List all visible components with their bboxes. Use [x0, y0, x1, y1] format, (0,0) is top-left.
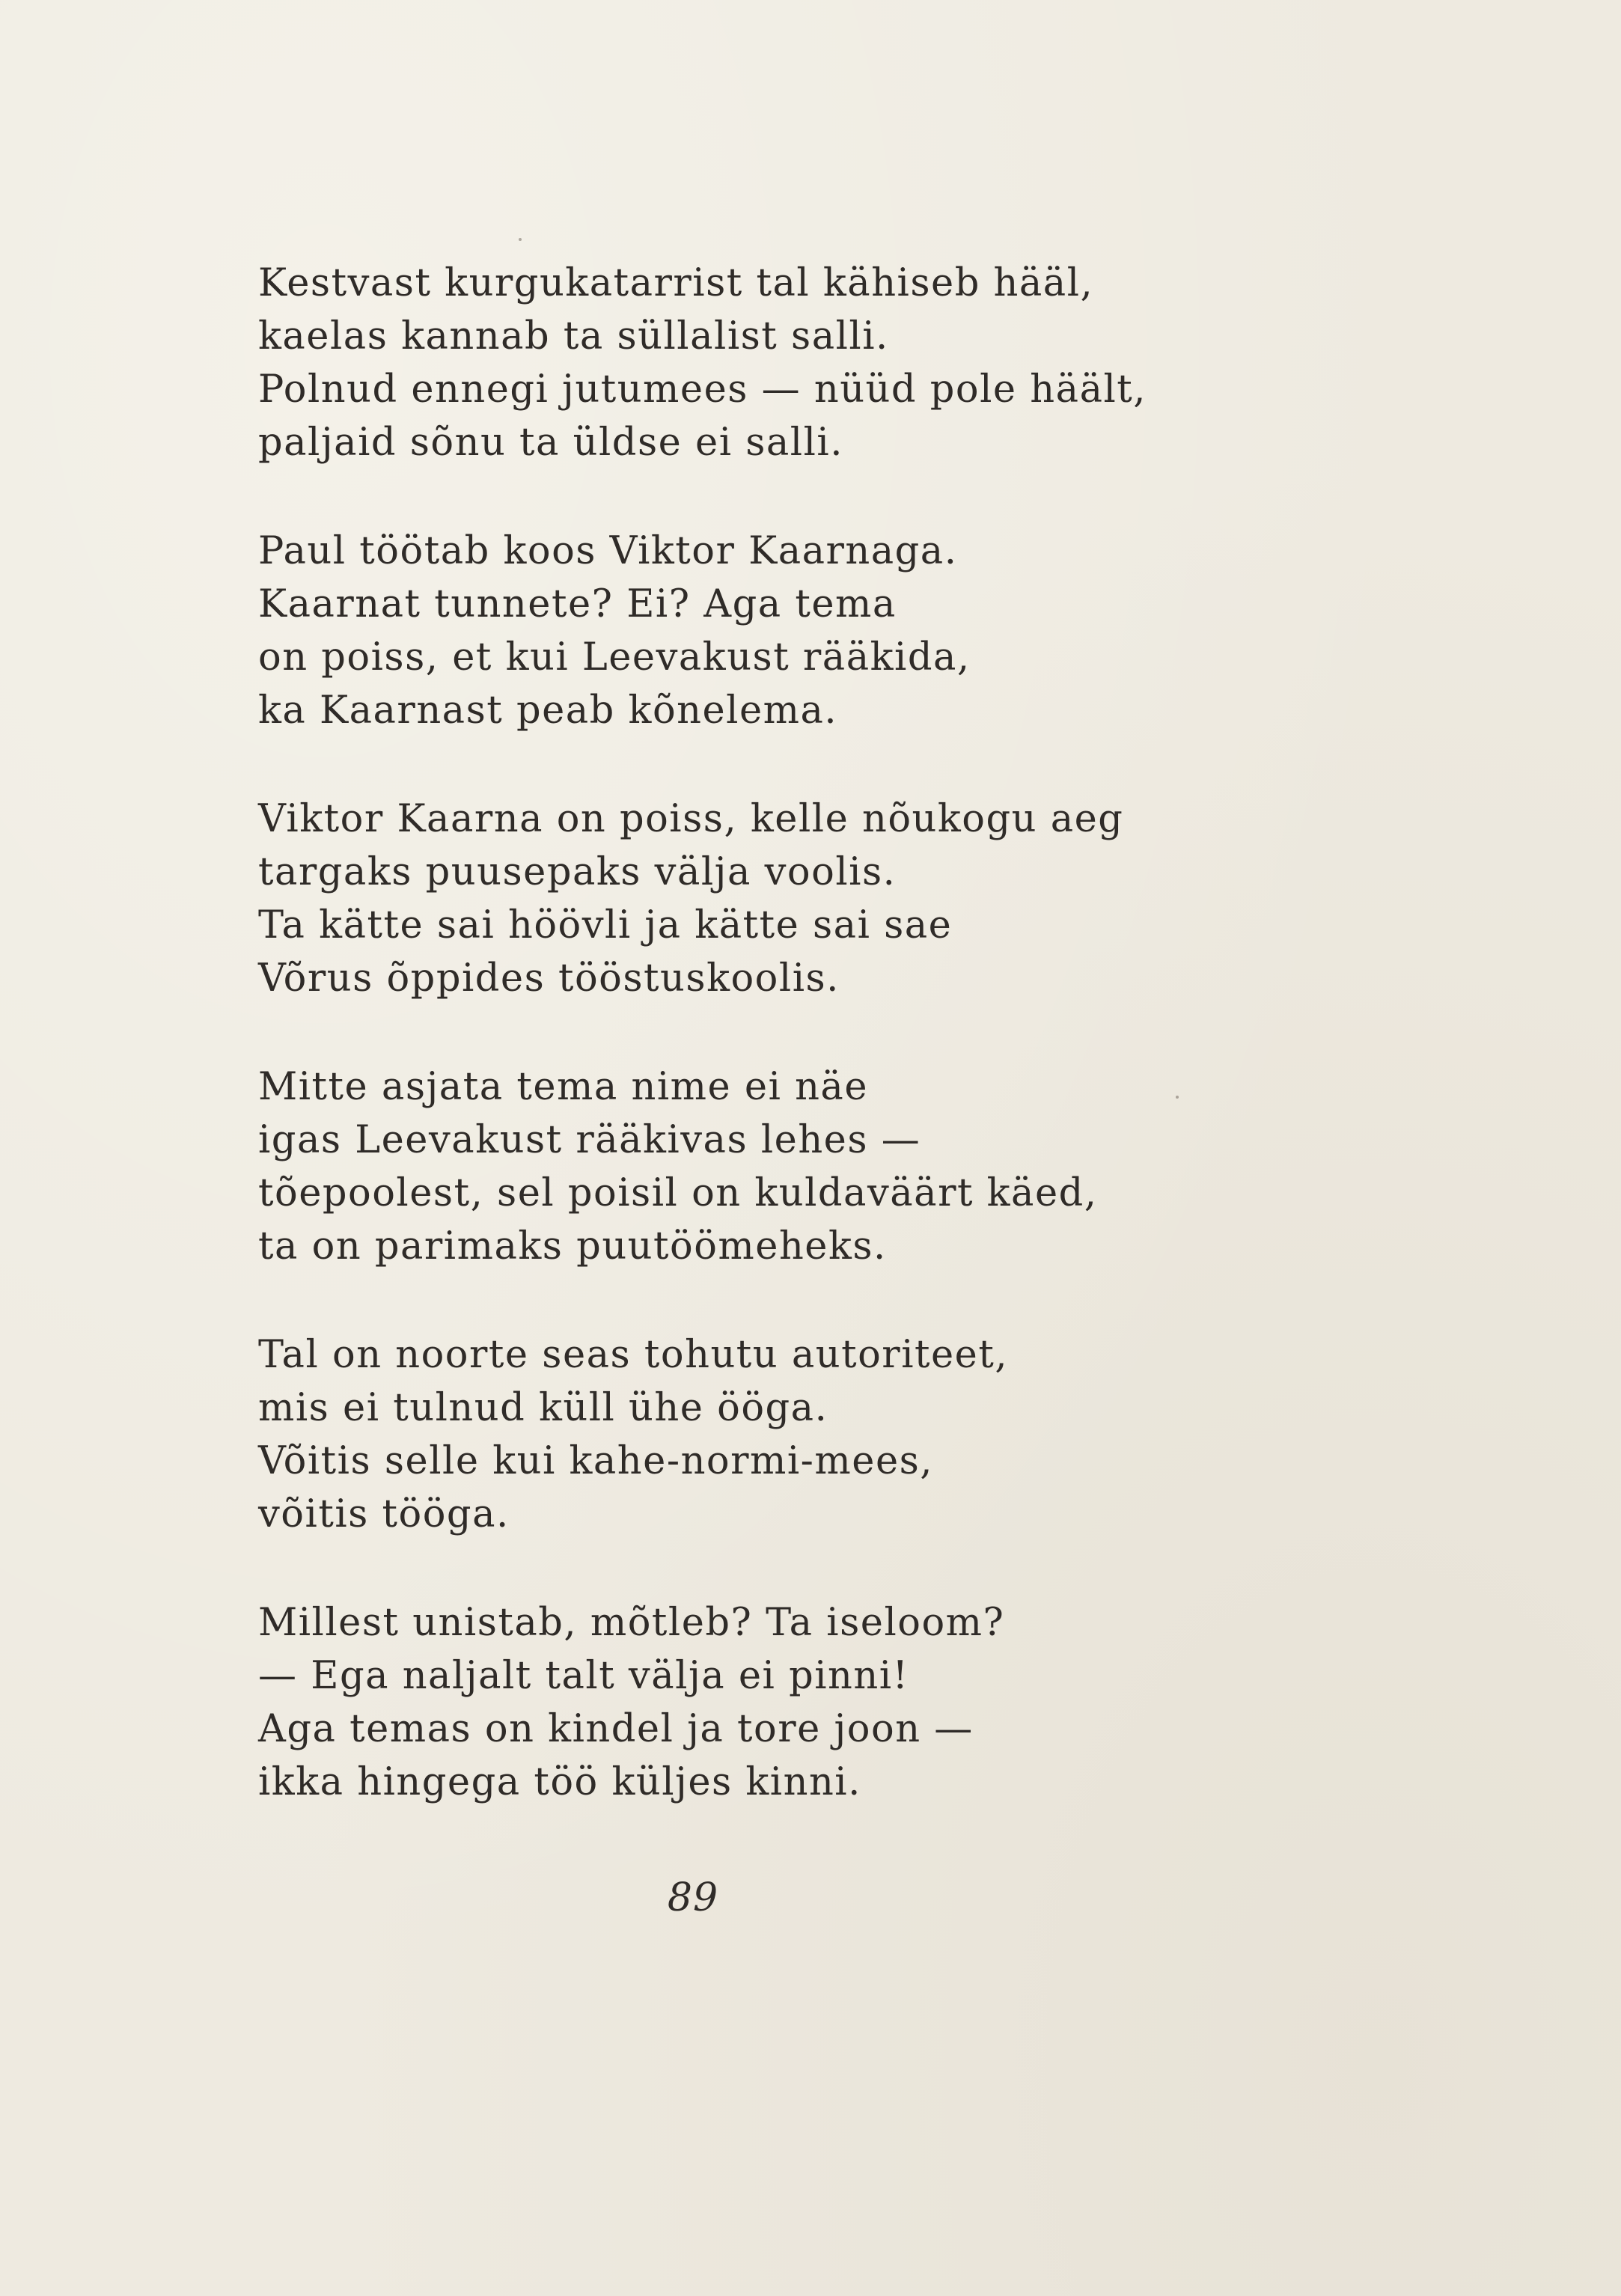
poem-line: Ta kätte sai höövli ja kätte sai sae	[258, 903, 953, 947]
stanza	[258, 257, 1246, 469]
stanza	[258, 525, 1246, 737]
poem-line: Kaarnat tunnete? Ei? Aga tema	[258, 582, 897, 626]
poem-line: ka Kaarnast peab kõnelema.	[258, 689, 838, 733]
poem-line: mis ei tulnud küll ühe ööga.	[258, 1386, 828, 1430]
poem-line: Paul töötab koos Viktor Kaarnaga.	[258, 529, 958, 573]
poem-line: Tal on noorte seas tohutu autoriteet,	[258, 1333, 1009, 1377]
poem-line: võitis tööga.	[258, 1492, 510, 1536]
poem-line: Mitte asjata tema nime ei näe	[258, 1065, 869, 1109]
paper-speck	[519, 238, 522, 241]
poem-line: ikka hingega töö küljes kinni.	[258, 1760, 861, 1804]
poem-line: Aga temas on kindel ja tore joon —	[258, 1707, 974, 1751]
poem-line: on poiss, et kui Leevakust rääkida,	[258, 635, 971, 680]
poem-line: Võrus õppides tööstuskoolis.	[258, 956, 840, 1001]
poem-line: targaks puusepaks välja voolis.	[258, 850, 897, 894]
poem-line: Kestvast kurgukatarrist tal kähiseb hääl,	[258, 261, 1094, 305]
poem-line: tõepoolest, sel poisil on kuldaväärt käed,	[258, 1171, 1098, 1215]
stanza	[258, 1328, 1246, 1541]
page-number: 89	[667, 1875, 719, 1920]
poem-line: kaelas kannab ta süllalist salli.	[258, 314, 889, 358]
poem-line: paljaid sõnu ta üldse ei salli.	[258, 421, 843, 465]
stanza	[258, 793, 1246, 1005]
poem-line: igas Leevakust rääkivas lehes —	[258, 1118, 921, 1162]
poem-body	[258, 257, 1246, 1864]
poem-line: Millest unistab, mõtleb? Ta iseloom?	[258, 1601, 1005, 1645]
poem-line: ta on parimaks puutöömeheks.	[258, 1224, 887, 1268]
stanza	[258, 1060, 1246, 1273]
stanza	[258, 1596, 1246, 1809]
poem-line: — Ega naljalt talt välja ei pinni!	[258, 1654, 909, 1698]
poem-line: Viktor Kaarna on poiss, kelle nõukogu aeg	[258, 797, 1124, 841]
poem-line: Võitis selle kui kahe-normi-mees,	[258, 1439, 934, 1483]
poem-line: Polnud ennegi jutumees — nüüd pole häält,	[258, 367, 1147, 412]
